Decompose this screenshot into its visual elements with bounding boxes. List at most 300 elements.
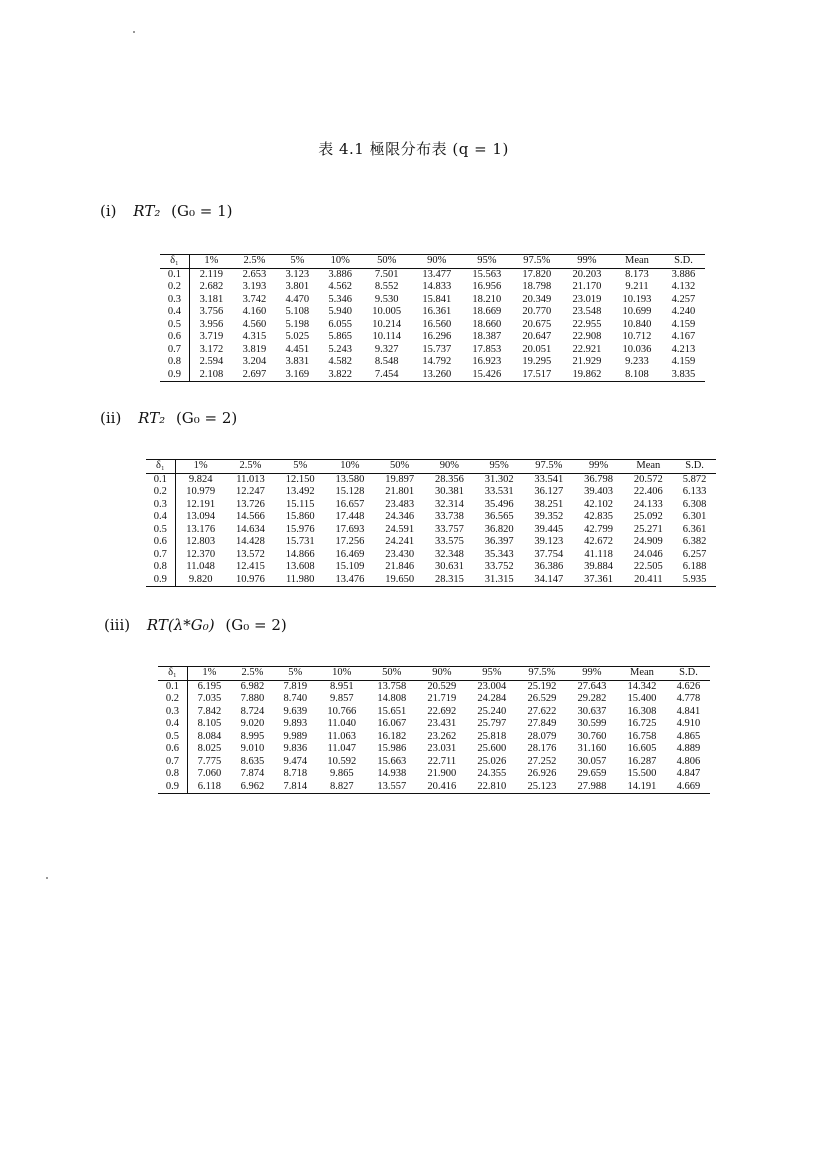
table-cell: 16.956 [472,281,502,292]
table-cell: 39.445 [534,523,564,535]
table-cell: 32.348 [434,548,464,560]
section-condition: (G₀ = 2) [225,616,287,634]
table-cell: 4.257 [671,293,696,305]
table-cell: 15.841 [422,293,452,305]
table-cell: 4.160 [242,306,267,317]
table-cell: 3.822 [319,369,362,382]
table-cell: 14.792 [422,356,452,367]
column-header: 2.5% [231,667,274,681]
table-cell: 15.651 [377,705,407,717]
table-cell: 15.731 [285,536,315,547]
table-cell: 20.675 [522,318,552,330]
table-cell: 9.824 [188,473,213,485]
table-cell: 35.496 [484,498,514,510]
table-cell: 36.565 [484,511,514,522]
table-row [146,499,716,512]
table-cell: 4.562 [328,281,353,292]
table-cell: 22.692 [427,705,457,717]
table-cell: 21.900 [427,768,457,779]
row-delta-value: 0.7 [160,344,189,357]
table-cell: 22.711 [427,755,457,767]
table-cell: 13.557 [367,781,417,794]
table-cell: 35.343 [484,548,514,560]
table-cell: 3.172 [199,343,224,355]
table-cell: 11.040 [327,718,357,729]
table-cell: 12.415 [236,561,265,572]
table-cell: 6.257 [682,548,707,560]
table-cell: 10.005 [372,306,402,317]
table-cell: 31.160 [577,743,607,754]
table-cell: 8.951 [329,680,354,692]
table-cell: 29.659 [577,768,607,779]
table-cell: 28.315 [425,574,475,587]
table-cell: 3.956 [199,318,224,330]
table-cell: 20.572 [633,473,663,485]
table-cell: 42.799 [584,523,614,535]
table-cell: 28.079 [527,730,557,742]
table-cell: 5.935 [673,574,716,587]
row-delta-value: 0.5 [158,731,187,744]
table-cell: 8.635 [240,755,265,767]
table-cell: 16.182 [377,730,407,742]
table-cell: 17.693 [335,523,365,535]
table-cell: 9.233 [625,356,649,367]
table-cell: 4.315 [242,331,267,342]
table-cell: 14.566 [236,511,265,522]
table-cell: 3.169 [276,369,319,382]
table-cell: 6.188 [682,561,707,572]
row-delta-value: 0.2 [158,693,187,706]
table-cell: 10.214 [372,318,402,330]
table-cell: 16.605 [627,743,657,754]
table-cell: 4.167 [671,331,696,342]
table-cell: 7.814 [274,781,317,794]
table-cell: 6.361 [682,523,707,535]
table-cell: 3.181 [199,293,224,305]
table-cell: 17.448 [335,511,365,522]
table-row [158,718,710,731]
table-cell: 36.820 [484,523,514,535]
row-delta-value: 0.7 [158,756,187,769]
table-cell: 27.622 [527,705,557,717]
section-condition: (G₀ = 2) [175,409,238,427]
row-delta-value: 0.6 [160,331,189,344]
table-cell: 22.810 [467,781,517,794]
table-cell: 12.247 [236,486,265,497]
table-cell: 17.853 [472,343,502,355]
table-cell: 15.986 [377,743,407,754]
table-row [158,706,710,719]
table-cell: 12.370 [186,548,216,560]
table-cell: 20.411 [623,574,673,587]
table-cell: 42.835 [584,511,614,522]
table-cell: 5.025 [285,331,310,342]
table-row [146,536,716,549]
section-expression: RT₂ [138,409,166,427]
table-cell: 4.470 [285,293,310,305]
table-cell: 37.361 [574,574,624,587]
column-header: 1% [175,460,225,474]
table-cell: 33.738 [434,511,464,522]
table-row [158,768,710,781]
column-header: 95% [462,255,512,269]
table-cell: 3.886 [328,268,353,280]
table-row [160,356,705,369]
table-cell: 42.102 [584,498,614,510]
column-header: Mean [612,255,662,269]
table-row [146,561,716,574]
table-cell: 24.355 [477,768,507,779]
table-cell: 9.989 [283,730,308,742]
column-header: 5% [275,460,325,474]
table-cell: 4.806 [676,755,701,767]
table-cell: 8.108 [612,369,662,382]
row-delta-value: 0.3 [160,294,189,307]
table-cell: 16.308 [627,705,657,717]
table-cell: 13.726 [236,498,265,510]
row-delta-value: 0.9 [160,369,189,382]
table-cell: 4.865 [676,730,701,742]
table-cell: 33.757 [434,523,464,535]
table-cell: 24.241 [385,536,415,547]
table-cell: 3.886 [671,268,696,280]
column-header-delta: δ₁ [146,460,175,474]
table-cell: 3.801 [285,281,310,292]
table-cell: 14.833 [422,281,452,292]
table-cell: 24.346 [385,511,415,522]
table-cell: 13.758 [377,680,407,692]
table-cell: 9.530 [374,293,399,305]
column-header: 99% [567,667,617,681]
column-header: 50% [362,255,412,269]
table-cell: 30.637 [577,705,607,717]
row-delta-value: 0.8 [158,768,187,781]
table-cell: 32.314 [434,498,464,510]
table-cell: 5.243 [328,343,353,355]
table-cell: 11.048 [186,561,215,572]
row-delta-value: 0.1 [160,268,189,281]
table-cell: 21.846 [385,561,415,572]
table-cell: 10.766 [327,705,357,717]
scan-speck [133,31,135,33]
table-cell: 4.159 [671,318,696,330]
column-header-delta: δ₁ [160,255,189,269]
table-row [160,319,705,332]
table-cell: 18.798 [522,281,552,292]
table-cell: 15.976 [285,523,315,535]
table-cell: 30.631 [434,561,464,572]
section-number: (i) [100,202,117,220]
row-delta-value: 0.4 [146,511,175,524]
table-cell: 13.094 [186,511,216,522]
table-cell: 24.046 [633,548,663,560]
table-cell: 2.594 [199,356,224,367]
section-heading-i [100,202,233,220]
table-cell: 20.416 [417,781,467,794]
table-cell: 3.835 [662,369,705,382]
table-cell: 9.020 [240,718,265,729]
table-cell: 21.929 [572,356,602,367]
table-row [158,693,710,706]
column-header: 95% [467,667,517,681]
table-row [158,680,710,693]
table-cell: 39.884 [584,561,614,572]
table-cell: 15.860 [285,511,315,522]
table-cell: 28.176 [527,743,557,754]
table-cell: 12.191 [186,498,216,510]
distribution-table-ii [146,459,716,587]
column-header: 50% [367,667,417,681]
section-heading-ii [100,409,237,427]
table-cell: 7.880 [240,693,265,704]
column-header: 97.5% [517,667,567,681]
table-cell: 13.572 [236,548,265,560]
table-cell: 25.797 [477,718,507,729]
table-cell: 14.938 [377,768,407,779]
row-delta-value: 0.7 [146,549,175,562]
table-cell: 6.133 [682,486,707,497]
table-cell: 16.296 [422,331,452,342]
table-cell: 34.147 [524,574,574,587]
table-cell: 7.501 [374,268,399,280]
table-cell: 25.192 [527,680,557,692]
table-cell: 4.213 [671,343,696,355]
table-cell: 26.529 [527,693,557,704]
table-cell: 7.454 [362,369,412,382]
table-cell: 9.893 [283,718,308,729]
table-cell: 15.115 [285,498,315,510]
table-cell: 22.505 [633,561,663,572]
section-condition: (G₀ = 1) [171,202,233,220]
table-cell: 6.308 [682,498,707,510]
table-cell: 28.356 [434,473,464,485]
table-cell: 21.719 [427,693,457,704]
table-cell: 14.866 [285,548,315,560]
table-cell: 5.346 [328,293,353,305]
table-cell: 27.849 [527,718,557,729]
table-cell: 8.105 [197,718,222,729]
column-header: 10% [325,460,375,474]
table-row [160,294,705,307]
table-cell: 25.600 [477,743,507,754]
table-cell: 15.400 [627,693,657,704]
table-cell: 22.955 [572,318,602,330]
column-header: 5% [274,667,317,681]
table-row [160,331,705,344]
table-cell: 15.737 [422,343,452,355]
table-cell: 4.132 [671,281,696,292]
row-delta-value: 0.1 [158,680,187,693]
table-cell: 13.477 [422,268,452,280]
table-cell: 5.108 [285,306,310,317]
table-cell: 20.647 [522,331,552,342]
table-cell: 20.203 [572,268,602,280]
table-cell: 3.123 [285,268,310,280]
column-header: 50% [375,460,425,474]
table-cell: 7.775 [197,755,222,767]
table-cell: 17.517 [512,369,562,382]
table-cell: 20.349 [522,293,552,305]
table-cell: 15.563 [472,268,502,280]
header-row [146,460,716,474]
table-row [158,731,710,744]
table-cell: 19.862 [562,369,612,382]
table-cell: 9.865 [329,768,354,779]
table-cell: 20.051 [522,343,552,355]
table-cell: 31.315 [474,574,524,587]
table-cell: 25.092 [633,511,663,522]
table-cell: 10.114 [372,331,401,342]
table-cell: 7.842 [197,705,222,717]
column-header: 10% [317,667,367,681]
table-row [160,268,705,281]
row-delta-value: 0.9 [158,781,187,794]
table-cell: 3.204 [242,356,267,367]
table-cell: 13.580 [335,473,365,485]
table-cell: 36.386 [534,561,564,572]
table-cell: 7.035 [197,693,222,704]
table-cell: 9.836 [283,743,308,754]
column-header: Mean [617,667,667,681]
table-cell: 15.500 [627,768,657,779]
table-cell: 4.669 [667,781,710,794]
table-cell: 10.699 [622,306,652,317]
table-cell: 24.591 [385,523,415,535]
column-header: Mean [623,460,673,474]
table-cell: 23.431 [427,718,457,729]
table-cell: 26.926 [527,768,557,779]
table-cell: 18.660 [472,318,502,330]
table-cell: 25.026 [477,755,507,767]
table-cell: 8.995 [240,730,265,742]
table-cell: 16.657 [335,498,365,510]
column-header: 2.5% [233,255,276,269]
table-cell: 9.820 [175,574,225,587]
table-row [158,756,710,769]
table-cell: 16.469 [335,548,365,560]
table-cell: 7.819 [283,680,308,692]
column-header-delta: δ₁ [158,667,187,681]
row-delta-value: 0.3 [146,499,175,512]
table-cell: 23.430 [385,548,415,560]
table-cell: 37.754 [534,548,564,560]
row-delta-value: 0.2 [146,486,175,499]
table-cell: 11.980 [275,574,325,587]
table-cell: 6.382 [682,536,707,547]
table-cell: 38.251 [534,498,564,510]
table-cell: 8.724 [240,705,265,717]
row-delta-value: 0.4 [160,306,189,319]
table-cell: 22.908 [572,331,602,342]
row-delta-value: 0.5 [146,524,175,537]
table-cell: 15.109 [335,561,365,572]
table-cell: 23.262 [427,730,457,742]
table-cell: 19.897 [385,473,415,485]
table-cell: 2.682 [199,281,224,292]
table-cell: 19.295 [522,356,552,367]
table-cell: 29.282 [577,693,607,704]
table-cell: 3.742 [242,293,267,305]
table-cell: 24.133 [633,498,663,510]
table-cell: 8.084 [197,730,222,742]
table-cell: 2.108 [189,369,233,382]
table-row [146,549,716,562]
table-cell: 7.060 [197,768,222,779]
table-cell: 13.608 [285,561,315,572]
table-cell: 19.650 [375,574,425,587]
table-cell: 30.381 [434,486,464,497]
table-cell: 20.770 [522,306,552,317]
row-delta-value: 0.1 [146,473,175,486]
column-header: 90% [425,460,475,474]
table-cell: 14.634 [236,523,265,535]
column-header: S.D. [673,460,716,474]
table-cell: 3.831 [285,356,310,367]
section-expression: RT(λ*G₀) [146,616,215,634]
row-delta-value: 0.4 [158,718,187,731]
table-cell: 8.548 [374,356,399,367]
table-cell: 13.176 [186,523,216,535]
column-header: 90% [417,667,467,681]
column-header: 99% [574,460,624,474]
table-cell: 4.910 [676,718,701,729]
table-cell: 4.582 [328,356,353,367]
table-row [146,524,716,537]
table-cell: 36.798 [584,473,614,485]
table-cell: 5.872 [682,473,707,485]
table-cell: 25.271 [633,523,663,535]
table-row [160,369,705,382]
table-cell: 8.025 [197,743,222,754]
column-header: 99% [562,255,612,269]
column-header: 2.5% [226,460,276,474]
table-cell: 10.036 [622,343,652,355]
table-cell: 9.474 [283,755,308,767]
table-cell: 10.979 [186,486,216,497]
table-cell: 6.118 [187,781,231,794]
section-expression: RT₂ [133,202,161,220]
table-cell: 27.252 [527,755,557,767]
table-cell: 39.403 [584,486,614,497]
column-header: 97.5% [524,460,574,474]
table-cell: 13.476 [325,574,375,587]
table-cell: 8.173 [625,268,649,280]
document-title: 表 4.1 極限分布表 (q = 1) [318,140,509,158]
table-cell: 17.820 [522,268,552,280]
table-cell: 15.128 [335,486,365,497]
table-cell: 6.982 [240,680,265,692]
table-cell: 33.575 [434,536,464,547]
table-cell: 3.819 [242,343,267,355]
table-cell: 2.653 [242,268,267,280]
table-cell: 33.531 [484,486,514,497]
table-cell: 41.118 [584,548,613,560]
row-delta-value: 0.6 [158,743,187,756]
table-cell: 4.889 [676,743,701,754]
section-number: (ii) [100,409,122,427]
table-row [160,306,705,319]
table-row [160,344,705,357]
table-cell: 16.560 [422,318,452,330]
table-cell: 12.803 [186,536,216,547]
table-cell: 9.857 [329,693,354,704]
table-cell: 4.778 [676,693,701,704]
table-cell: 14.342 [627,680,657,692]
section-heading-iii [104,616,287,634]
table-cell: 10.976 [226,574,276,587]
table-cell: 24.909 [633,536,663,547]
scan-speck [46,877,48,879]
